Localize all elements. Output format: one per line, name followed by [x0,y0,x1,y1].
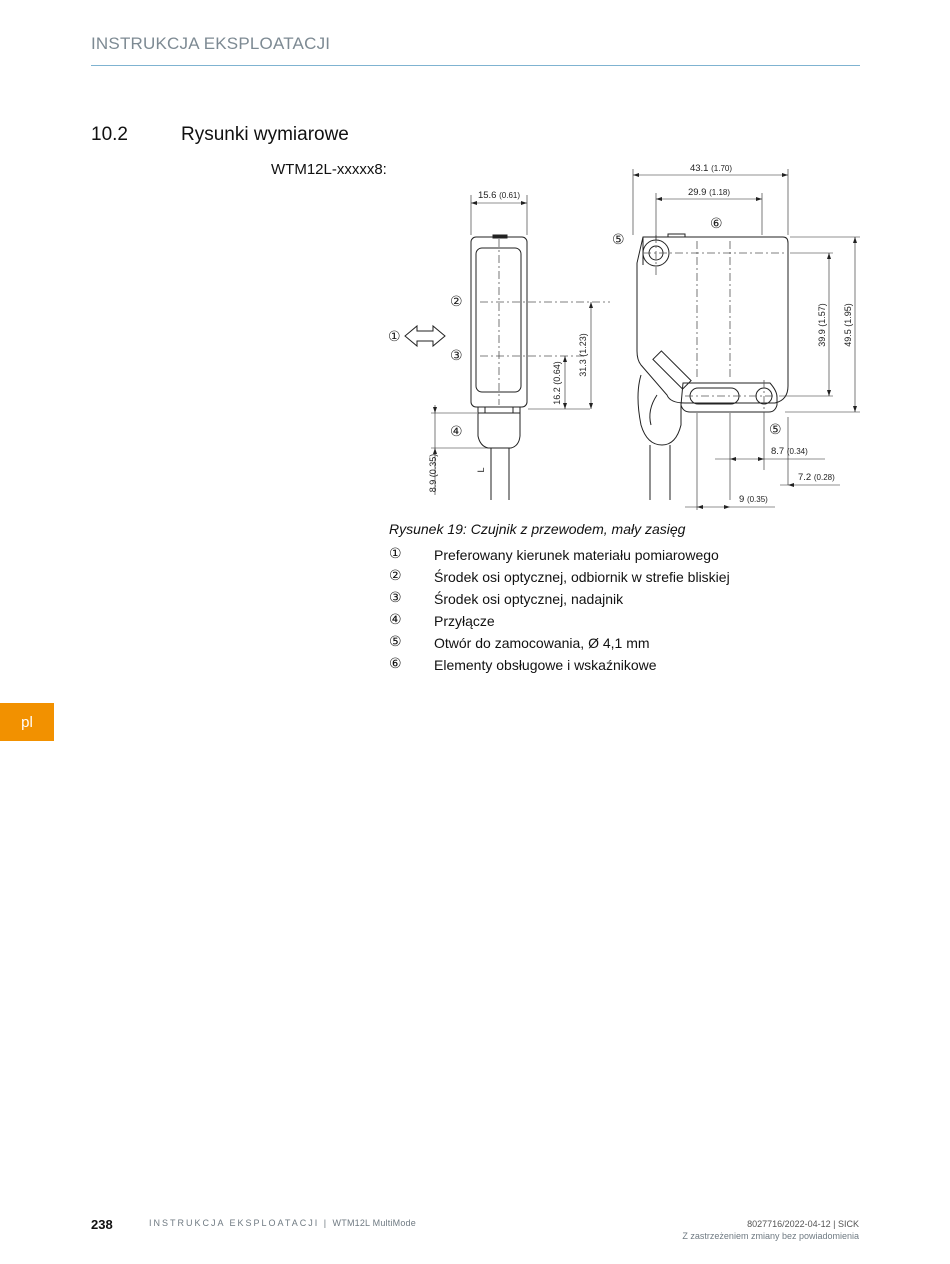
side-connector [638,375,681,445]
dim-height-inner: 39.9 (1.57) [817,303,827,347]
legend-marker: ① [389,546,402,562]
dim-width-side-total-inch: (1.70) [711,164,733,173]
section-number: 10.2 [91,124,128,145]
svg-text:15.6 (0.61) [478,190,520,201]
dim-offset-b-inch: (0.28) [813,473,835,482]
side-housing [637,237,788,403]
dim-offset-a-inch: (0.34) [786,447,808,456]
legend-marker: ② [389,568,402,584]
legend-text: Otwór do zamocowania, Ø 4,1 mm [434,635,650,651]
callout-2: ② [450,294,463,310]
svg-text:9 (0.35) [739,494,768,505]
figure-legend [389,546,849,678]
front-lens-window [476,248,521,392]
legend-text: Preferowany kierunek materiału pomiarowego [434,547,719,563]
legend-marker: ③ [389,590,402,606]
legend-item [389,568,849,590]
footer-meta [682,1218,859,1242]
figure-caption: Rysunek 19: Czujnik z przewodem, mały zasięg [389,521,686,537]
svg-text:29.9 (1.18) [688,187,730,198]
variant-label: WTM12L-xxxxx8: [271,161,387,178]
running-header: INSTRUKCJA EKSPLOATACJI [91,34,331,53]
legend-marker: ⑤ [389,634,402,650]
dim-width-side-inner-inch: (1.18) [709,188,731,197]
footer-notice: Z zastrzeżeniem zmiany bez powiadomienia [682,1231,859,1241]
dim-width-front-inch: (0.61) [499,191,521,200]
dim-height-total: 49.5 (1.95) [843,303,853,347]
direction-double-arrow [405,326,445,346]
dim-width-front: 15.6 [477,190,497,201]
legend-item [389,546,849,568]
footer-document-code: 8027716/2022-04-12 | SICK [747,1219,859,1229]
dim-axis-upper: 31.3 (1.23) [578,333,588,377]
cable-length-label: L [476,467,486,473]
side-slot-bracket [681,383,777,412]
legend-text: Środek osi optycznej, nadajnik [434,591,624,607]
header-divider [91,65,860,66]
callout-5-bottom: ⑤ [769,422,782,438]
footer-document: INSTRUKCJA EKSPLOATACJI | [149,1218,333,1228]
dim-offset-a: 8.7 [771,446,785,457]
legend-text: Elementy obsługowe i wskaźnikowe [434,657,657,673]
dim-offset-c-inch: (0.35) [746,495,768,504]
legend-text: Środek osi optycznej, odbiornik w strefie bliskiej [434,569,730,585]
language-tab: pl [0,703,54,741]
dim-width-side-inner: 29.9 [687,187,707,198]
callout-1: ① [388,329,401,345]
section-title: Rysunki wymiarowe [181,124,349,145]
svg-text:43.1 (1.70) [690,163,732,174]
legend-text: Przyłącze [434,613,495,629]
dim-offset-c: 9 [739,494,745,505]
legend-item [389,634,849,656]
legend-marker: ④ [389,612,402,628]
legend-item [389,590,849,612]
callout-4: ④ [450,424,463,440]
svg-text:8.7 (0.34) [771,446,808,457]
callout-5-top: ⑤ [612,232,625,248]
legend-item [389,656,849,678]
legend-marker: ⑥ [389,656,402,672]
page-number: 238 [91,1217,113,1232]
footer-product: WTM12L MultiMode [332,1218,416,1228]
callout-3: ③ [450,348,463,364]
svg-text:7.2 (0.28) [798,472,835,483]
callout-6: ⑥ [710,216,723,232]
dimension-drawing [385,155,865,515]
dim-offset-b: 7.2 [798,472,812,483]
front-top-nub [493,235,507,238]
dim-connector-height: 8.9 (0.35) [428,453,438,493]
footer-document-title [149,1218,416,1228]
dim-width-side-total: 43.1 [689,163,709,174]
legend-item [389,612,849,634]
dim-axis-lower: 16.2 (0.64) [552,361,562,405]
